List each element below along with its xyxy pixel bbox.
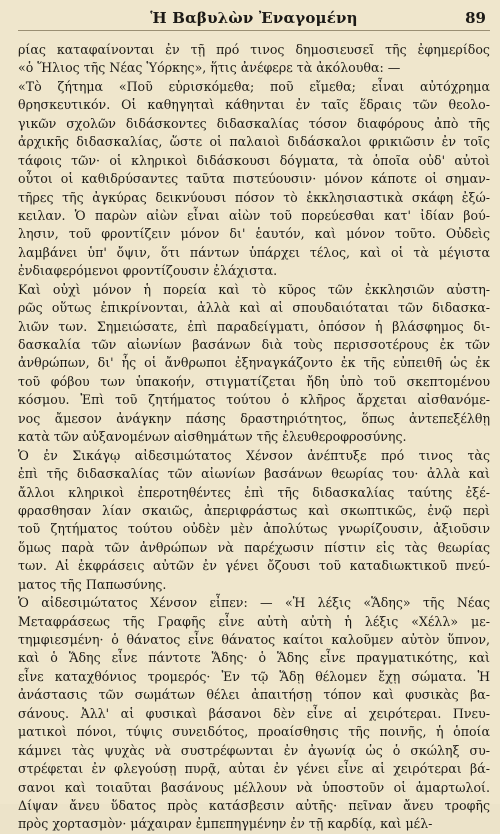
text-line: ματος τῆς Παπωσύνης. — [18, 576, 167, 592]
text-line: ρῶς οὕτως ἐπικρίνονται, ἀλλὰ καὶ αἱ σπουδαιόταται τῶν διδασκα- — [18, 300, 490, 316]
text-line: ἀνθρώπων, δι' ἧς οἱ ἄνθρωποι ἐξηναγκάζοντο ἐκ τῆς εὐπειθῆ ὡς ἐκ — [18, 355, 490, 371]
text-line: σανοι καὶ τοιαῦται βασάνους μέλλουν νὰ ὑποστοῦν οἱ ἁμαρτωλοί. — [18, 779, 490, 795]
text-line: κειλαν. Ὁ παρὼν αἰὼν εἶναι αἰὼν τοῦ πορεύεσθαι κατ' ἰδίαν βού- — [18, 207, 490, 223]
text-line: ματικοὶ πόνοι, τύψις συνειδότος, προαίσθησις τῆς ποινῆς, ἡ ὁποία — [18, 724, 490, 740]
text-line: λησιν, τοῦ φροντίζειν μόνον δι' ἑαυτόν, καὶ μόνον τοῦτο. Οὐδεὶς — [18, 226, 490, 242]
text-line: «ὁ Ἥλιος τῆς Νέας Ὑόρκης», ἥτις ἀνέφερε τὰ ἀκόλουθα: — — [18, 60, 401, 76]
text-line: στρέφεται ἐν φλεγούσῃ πυρᾷ, αὐται ἐν γένει εἶνε αἱ χειρότεραι βά- — [18, 761, 490, 777]
text-line: ὅμως παρὰ τῶν ἀνθρώπων νὰ παρέχωσιν πίστιν εἰς τὰς θεωρίας — [18, 539, 490, 555]
text-line: λαμβάνει ὑπ' ὄψιν, ὅτι πάντων ὑπάρχει τέλος, καὶ οἱ τὰ μέγιστα — [18, 244, 490, 260]
text-line: ἄλλοι κληρικοὶ ἐπεροτηθέντες ἐπὶ τῆς διδασκαλίας ταύτης ἐξέ- — [18, 484, 490, 500]
text-line: «Τὸ ζήτημα «Ποῦ εὑρισκόμεθα; ποῦ εἴμεθα; εἶναι αὐτόχρημα — [18, 78, 490, 94]
text-line: τημφιεσμένη· ὁ θάνατος εἶνε θάνατος καίτοι καλοῦμεν αὐτὸν ὕπνον, — [18, 632, 490, 647]
text-line: των. Αἱ ἐκφράσεις αὐτῶν ἐν γένει ὄζουσι τοῦ καταδιωκτικοῦ πνεύ- — [18, 558, 490, 574]
body-text — [18, 41, 490, 834]
text-line: νος ἄμεσον ἀνάγκην πάσης δραστηριότητος, ὅπως ἀντεπεξέλθῃ — [18, 410, 490, 426]
text-line: ἀρχικῆς διδασκαλίας, ὥστε οἱ παλαιοὶ διδάσκαλοι φρικιῶσιν ἐν τοῖς — [18, 134, 490, 150]
text-line: φρασθησαν λίαν σκαιῶς, ἀπεριφράστως καὶ σκωπτικῶς, ἐνῷ περὶ — [18, 502, 490, 518]
text-line: ἐπὶ τῆς διδασκαλίας τῶν αἰωνίων βασάνων θεωρίας του· ἀλλὰ καὶ — [18, 466, 490, 482]
text-line: τάφοις τῶν· οἱ κληρικοὶ διδάσκουσι δόγματα, τὰ ὁποῖα οὐδ' αὐτοὶ — [18, 152, 490, 168]
text-line: οὗτοι οἱ καθιδρύσαντες ταῦτα πιστεύουσιν· μόνον κάποτε οἱ σημαν- — [18, 171, 490, 187]
text-line: καὶ ὁ Ἅδης εἶνε πάντοτε Ἅδης· ὁ Ἅδης εἶνε πραγματικότης, καὶ — [18, 650, 490, 666]
text-line: δασκαλία τῶν αἰωνίων βασάνων διὰ τοὺς περισσοτέρους ἐκ τῶν — [18, 337, 490, 352]
text-line: ρίας καταφαίνονται ἐν τῇ πρό τινος δημοσιευσεῖ τῆς ἐφημερίδος — [18, 42, 490, 57]
text-line: πρὸς χορτασμὸν· μάχαιραν ἐμπεπηγμένην ἐν τῇ καρδίᾳ, καὶ μέλ- — [18, 816, 433, 832]
text-line: γικῶν σχολῶν διδάσκοντες διδασκαλίας τόσον διαφόρους ἀπὸ τῆς — [18, 115, 490, 131]
text-line: κατὰ τῶν αὐξανομένων αἰσθημάτων τῆς ἐλευθεροφροσύνης. — [18, 429, 407, 445]
paragraph — [18, 281, 490, 447]
paragraph — [18, 41, 490, 78]
text-line: Μεταφράσεως τῆς Γραφῆς εἶνε αὐτὴ αὐτὴ ἡ λέξις «Χέλλ» με- — [18, 613, 490, 629]
text-line: σάνους. Ἀλλ' αἱ φυσικαὶ βάσανοι δὲν εἶνε αἱ χειρότεραι. Πνευ- — [18, 705, 490, 721]
text-line: Δίψαν ἄνευ ὕδατος πρὸς κατάσβεσιν αὐτῆς· πεῖναν ἄνευ τροφῆς — [18, 797, 490, 813]
text-line: Ὁ ἐν Σικάγῳ αἰδεσιμώτατος Χένσον ἀνέπτυξε πρό τινος τὰς — [18, 447, 490, 463]
paragraph — [18, 594, 490, 834]
text-line: Ὁ αἰδεσιμώτατος Χένσον εἶπεν: — «Ἡ λέξις «Ἅδης» τῆς Νέας — [18, 595, 490, 611]
page-header — [18, 6, 490, 31]
paragraph — [18, 447, 490, 595]
running-title: Ἡ Βαβυλὼν Ἐναγομένη — [150, 9, 358, 27]
text-line: ἐνδιαφερόμενοι φροντίζουσιν ἐλάχιστα. — [18, 263, 278, 279]
text-line: θρησκευτικόν. Οἱ καθηγηταὶ κάθηνται ἐν ταῖς ἕδραις τῶν θεολο- — [18, 97, 490, 113]
text-line: εἶνε καταχθόνιος τρομερός· Ἐν τῷ Ἅδῃ θέλομεν ἔχῃ σώματα. Ἡ — [18, 668, 490, 684]
text-line: τῆρες τῆς ἀγκύρας δεικνύουσι πόσον τὸ ἐκκλησιαστικὰ σκάφη ἐξώ- — [18, 189, 490, 205]
text-line: λιῶν των. Σημειώσατε, ἐπὶ παραδείγματι, ὁπόσον ἡ βλάσφημος δι- — [18, 318, 490, 334]
text-line: κόσμου. Ἐπὶ τοῦ ζητήματος τούτου ὁ κλῆρος ἄρχεται αἰσθανόμε- — [18, 392, 490, 408]
page-number: 89 — [465, 9, 486, 27]
text-line: τοῦ φόβου των ὑπακοήν, στιγματίζεται ἤδη ὑπὸ τοῦ σκεπτομένου — [18, 373, 490, 389]
text-line: τοῦ ζητήματος τούτου οὐδὲν μὲν ἀπολύτως γνωρίζουσιν, ἀξιοῦσιν — [18, 521, 490, 537]
text-line: Καὶ οὐχὶ μόνον ἡ πορεία καὶ τὸ κῦρος τῶν ἐκκλησιῶν αὐστη- — [18, 281, 490, 297]
text-line: κάμνει τὰς ψυχὰς νὰ συστρέφωνται ἐν ἀγωνίᾳ ὡς ὁ σκώληξ συ- — [18, 742, 490, 758]
paragraph — [18, 78, 490, 281]
text-line: ἀνάστασις τῶν σωμάτων θέλει ἀπαιτήσῃ τόπον καὶ φυσικὰς βα- — [18, 687, 490, 703]
